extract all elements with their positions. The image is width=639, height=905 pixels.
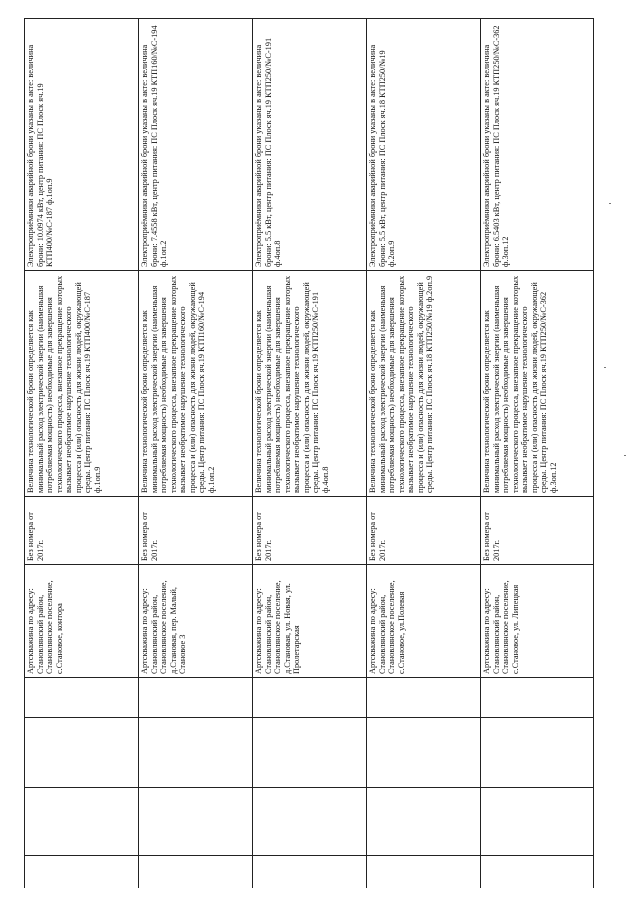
table-row <box>24 18 138 888</box>
table-row <box>366 18 480 888</box>
description-cell: Величина технологической брони определяется как минимальный расход электрической энергии (наименьшая потребляемая мощность) необходимые для завершения технологического процесса, внезапное прекращение которых вызывает необратимое нарушение технологического процесса и (или) опасность для жизни людей, окружающей среды. Центр питания: ПС Плоск яч.19 КТП160/№С-194 ф.1оп.2 <box>138 271 252 497</box>
empty-cell <box>252 678 366 888</box>
scan-speck <box>624 455 626 456</box>
reserve-info-cell: Электроприёмники аварийной брони указаны в акте: величина брони: 10.0974 кВт, центр питания: ПС Плоск яч.19 КТП400/№С-187 ф.1оп.9 <box>24 18 138 271</box>
table-row <box>252 18 366 888</box>
location-cell: Артскважина по адресу: Становлянский район, Становлянское поселение, с.Становое, ул.Полевая <box>366 565 480 678</box>
description-cell: Величина технологической брони определяется как минимальный расход электрической энергии (наименьшая потребляемая мощность) необходимые для завершения технологического процесса, внезапное прекращение которых вызывает необратимое нарушение технологического процесса и (или) опасность для жизни людей, окружающей среды. Центр питания: ПС Плоск яч.19 КТП400/№С-187 ф.1оп.9 <box>24 271 138 497</box>
scan-speck <box>604 367 606 368</box>
technology-reserve-table <box>24 18 594 888</box>
table-row <box>138 18 252 888</box>
reserve-info-cell: Электроприёмники аварийной брони указаны в акте: величина брони: 7.4558 кВт, центр питания: ПС Плоск яч.19 КТП160/№С-194 ф.1оп.2 <box>138 18 252 271</box>
description-cell: Величина технологической брони определяется как минимальный расход электрической энергии (наименьшая потребляемая мощность) необходимые для завершения технологического процесса, внезапное прекращение которых вызывает необратимое нарушение технологического процесса и (или) опасность для жизни людей, окружающей среды. Центр питания: ПС Плоск яч.19 КТП250/№С-191 ф.4оп.8 <box>252 271 366 497</box>
empty-cell <box>366 678 480 888</box>
date-cell: Без номера от 2017г. <box>480 497 594 565</box>
empty-cell <box>138 678 252 888</box>
description-cell: Величина технологической брони определяется как минимальный расход электрической энергии (наименьшая потребляемая мощность) необходимые для завершения технологического процесса, внезапное прекращение которых вызывает необратимое нарушение технологического процесса и (или) опасность для жизни людей, окружающей среды. Центр питания: ПС Плоск яч.18 КТП250/№19 ф.2оп.9 <box>366 271 480 497</box>
table-row <box>480 18 594 888</box>
reserve-info-cell: Электроприёмники аварийной брони указаны в акте: величина брони: 5.5 кВт, центр питания: ПС Плоск яч.18 КТП250/№19 ф.2оп.9 <box>366 18 480 271</box>
reserve-info-cell: Электроприёмники аварийной брони указаны в акте: величина брони: 6.5403 кВт, центр питания: ПС Плоск яч.19 КТП250/№С-362 ф.3оп.12 <box>480 18 594 271</box>
empty-cell <box>24 678 138 888</box>
location-cell: Артскважина по адресу: Становлянский район, Становлянское поселение, с.Становое, ул. Липецкая <box>480 565 594 678</box>
reserve-info-cell: Электроприёмники аварийной брони указаны в акте: величина брони: 5.5 кВт, центр питания: ПС Плоск яч.19 КТП250/№С-191 ф.4оп.8 <box>252 18 366 271</box>
scan-speck <box>609 203 611 204</box>
date-cell: Без номера от 2017г. <box>366 497 480 565</box>
date-cell: Без номера от 2017г. <box>252 497 366 565</box>
location-cell: Артскважина по адресу: Становлянский район, Становлянское поселение, с.Становое, контора <box>24 565 138 678</box>
date-cell: Без номера от 2017г. <box>24 497 138 565</box>
description-cell: Величина технологической брони определяется как минимальный расход электрической энергии (наименьшая потребляемая мощность) необходимые для завершения технологического процесса, внезапное прекращение которых вызывает необратимое нарушение технологического процесса и (или) опасность для жизни людей, окружающей среды. Центр питания: ПС Плоск яч.19 КТП250/№С-362 ф.3оп.12 <box>480 271 594 497</box>
location-cell: Артскважина по адресу: Становлянский район, Становлянское поселение, д.Становая, пер. Малый, Становое 3 <box>138 565 252 678</box>
date-cell: Без номера от 2017г. <box>138 497 252 565</box>
empty-cell <box>480 678 594 888</box>
location-cell: Артскважина по адресу: Становлянский район, Становлянское поселение, д.Становая, ул. Новая, ул. Пролетарская <box>252 565 366 678</box>
rotated-page <box>24 18 594 888</box>
table-border-bottom <box>593 18 594 888</box>
